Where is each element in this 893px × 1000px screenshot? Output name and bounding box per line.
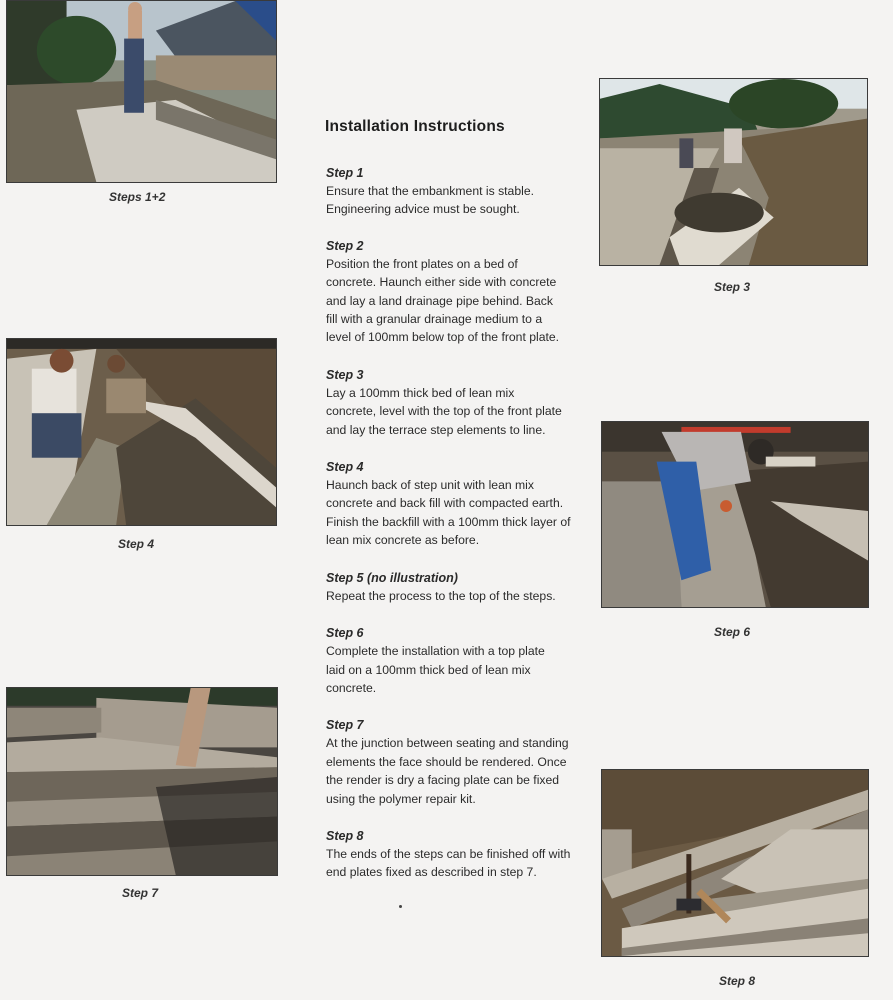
steps-list (326, 164, 581, 882)
caption-step-4: Step 4 (118, 537, 155, 551)
step-heading: Step 7 (326, 718, 364, 733)
step-heading: Step 5 (no illustration) (326, 570, 458, 585)
step-text: Position the front plates on a bed of concrete. Haunch either side with concrete and lay a land drainage pipe behind. Back fill with a granular drainage medium to a level of 100mm below top of the front plate. (326, 256, 560, 345)
photo-step-6 (601, 421, 869, 608)
step-text: Repeat the process to the top of the steps. (326, 588, 556, 603)
step-2 (326, 237, 581, 347)
photo-steps-1-2 (6, 0, 277, 183)
photo-step-8 (601, 769, 869, 957)
step-1 (326, 164, 581, 219)
step-5 (326, 569, 581, 605)
step-7 (326, 716, 581, 808)
step-heading: Step 1 (326, 166, 364, 180)
step-8 (326, 827, 581, 882)
step-text: Complete the installation with a top plate laid on a 100mm thick bed of lean mix concrete. (326, 644, 545, 695)
step-text: Lay a 100mm thick bed of lean mix concrete, level with the top of the front plate and lay the terrace step elements to line. (326, 385, 562, 437)
step-6 (326, 624, 581, 697)
caption-step-7: Step 7 (122, 886, 159, 900)
photo-step-7 (6, 687, 278, 876)
step-text: At the junction between seating and standing elements the face should be rendered. Once the render is dry a facing plate can be fixed using the polymer repair kit. (326, 736, 569, 806)
step-text: The ends of the steps can be finished off with end plates fixed as described in step 7. (326, 846, 571, 880)
step-heading: Step 4 (326, 460, 364, 475)
caption-step-3: Step 3 (714, 280, 751, 294)
step-heading: Step 2 (326, 238, 364, 253)
caption-step-6: Step 6 (714, 625, 751, 639)
page-speck (399, 905, 402, 908)
step-3 (326, 366, 581, 439)
step-text: Haunch back of step unit with lean mix concrete and back fill with compacted earth. Finish the backfill with a 100mm thick layer of lean mix concrete as before. (326, 478, 571, 548)
photo-step-4 (6, 338, 277, 526)
caption-step-8: Step 8 (719, 974, 756, 988)
caption-steps-1-2: Steps 1+2 (109, 190, 166, 204)
step-heading: Step 3 (326, 367, 364, 382)
page-title: Installation Instructions (325, 118, 505, 135)
step-text: Ensure that the embankment is stable. Engineering advice must be sought. (326, 184, 534, 217)
step-heading: Step 8 (326, 828, 364, 843)
photo-step-3 (599, 78, 868, 266)
step-heading: Step 6 (326, 626, 364, 641)
step-4 (326, 458, 581, 550)
